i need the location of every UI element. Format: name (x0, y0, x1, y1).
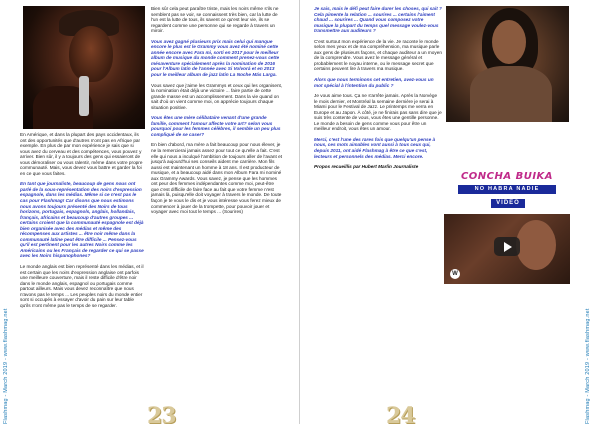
warner-logo-icon: W (450, 269, 460, 279)
play-icon[interactable] (494, 237, 520, 256)
question-paragraph: En tant que journaliste, beaucoup de gens nous ont parlé de la sous-représentation des noirs d'expression espagnole, dans les médias. Même si ce n'est pas le cas pour Flashmag! Car disons que nous estimons nous avons toujours présenté des Noirs de tous horizons, portugais, espagnols, anglais, hollandais, français, africains et beaucoup d'autres groupes ... certains croient que la communauté espagnole est déjà bien organisée avec des médias et même des récompenses aux artistes ... être noir même dans la communauté latine peut être difficile ... Pensez-vous qu'il est pertinent pour les autres Noirs comme les Américains ou les Français de regarder ce qui se passe avec les Noirs hispanophones? (20, 181, 144, 259)
side-label-left: Flashmag - March 2019 - www.flashmag.net (3, 308, 9, 424)
question-paragraph: Vous avez gagné plusieurs prix mais celui qui manque encore le plus est le Grammy vous avez été nominé cette année encore avec Fara mi, sorti en 2017 pour le meilleur album de musique du monde comment prenez-vous cette mésaventure spécialement après la nomination de 2016 pour l'Album latin de l'année avec Si Volvorá et en 2013 pour le meilleur album de jazz latin La Noche Más Larga. (151, 38, 280, 78)
video-player[interactable] (444, 214, 570, 284)
answer-paragraph: En bien d'abord, ma mère a fait beaucoup pour nous élever, je ne la remercierai jamais assez pour tout ce qu'elle a fait. C'est elle qui nous a inculqué l'ambition de toujours aller de l'avant et jusqu'à aujourd'hui ses conseils aident me carrière. Mon fils aussi est maintenant un homme à 18 ans. Il est producteur de musique, et a beaucoup aidé dans mon Album Fara mi nominé aux Grammy Awards. Vous savez, je pense que les hommes ont peur des femmes indépendantes comme moi, peut-être que c'est difficile de faire face au fait que votre femme n'est jamais là, puisqu'elle doit voyager à travers le monde. De toute façon je te vous le dis et je vous intéresse vous ferez mieux de commencer à jouer de la trompette, pour pouvoir jouer et voyager avec moi tout le temps ... (Sourires) (151, 142, 283, 215)
video-thumbnail-face (516, 220, 556, 270)
answer-paragraph: Je vous aime tous. Ça ne s'arrête jamais. Après la Norvège le mois dernier, et Montréal la semaine dernière je serai à Miami pour le Festival de Jazz. Le printemps me verra en Europe et au Japon. À côté, je ne finirais pas sans dire que je suis très contente de vous, vous êtes une gentille personne. Le monde a besoin de gens comme vous pour être un meilleur endroit, vous êtes un amour. (314, 93, 442, 132)
page-number-left: 23 (147, 403, 176, 424)
left-column-2 (151, 6, 283, 220)
artist-name: CONCHA BUIKA (460, 171, 554, 182)
microphone-icon (79, 76, 89, 116)
side-label-right: Flashmag - March 2019 - www.flashmag.net (585, 308, 591, 424)
question-paragraph: Merci, c'est l'une des rares fois que quelqu'un pense à nous, ces mots aimables vont aussi à tous ceux qui, depuis 2011, ont aidé Flashmag à être ce que c'est, lecteurs et personnels des médias. Merci encore. (314, 136, 436, 159)
artist-photo-right (446, 6, 569, 122)
right-column-1 (314, 6, 442, 175)
answer-paragraph: Bien sûr cela peut paraître triste, mais les noirs même s'ils ne semblent pas se voir, se connaissent très bien, car la lutte de l'un est la lutte de tous, ils savent ce qu'est leur vie, ils se regardent comme une personne qui se regarde à travers un miroir. (151, 6, 279, 34)
question-paragraph: Alors que nous terminons cet entretien, avez-vous un mot spécial à l'intention du public ? (314, 77, 434, 88)
left-column-1 (20, 132, 144, 313)
photo-body (470, 66, 552, 122)
video-tag: VIDEO (491, 199, 525, 208)
photo-face (492, 20, 526, 64)
question-paragraph: Je sais, mais le défi peut faire durer les choses, qui sait ? Cela pimente la relation ... sourires ... certains l'aiment chaud ... sourires ... Quand vous composez votre musique la plupart du temps quel message voulez-vous transmettre aux auditeurs ? (314, 6, 442, 34)
page-number-right: 24 (386, 403, 415, 424)
answer-paragraph: Vous savez que j'aime les Grammys et ceux qui les organisent, la nomination était déjà une victoire ... faire partie de cette grande masse est un accomplissement. Dans la vie quand on sait d'où on vient comme moi, on apprécie toujours chaque situation positive. (151, 82, 283, 110)
answer-paragraph: Le monde anglais est bien représenté dans les médias, et il est certain que les noirs d'expression anglaise ont parfois une meilleure couverture, mais il reste difficile d'être noir dans le monde anglais, espagnol ou portugais comme partout ailleurs. Mais vous devez reconnaître que nous n'avons pas le temps ... Les peuples noirs du monde entier sont si occupés à essayer d'avoir du pain sur leur table qu'ils n'ont même pas le temps de se regarder. (20, 264, 144, 308)
answer-paragraph: En Amérique, et dans la plupart des pays occidentaux, ils ont des opportunités que d'autres n'ont pas en Afrique par exemple. En plus de par mon expérience je sais que si vous avez du cerveau et des compétences, vous pouvez y arriver. Bien sûr, il y a toujours des gens qui essaieront de vous démoraliser ou vous ralentir, même dans votre propre communauté. Mais, vous devez vous battre et garder la foi en ce que vous faites. (20, 132, 143, 176)
question-paragraph: Vous êtes une mère célibataire venant d'une grande famille, comment l'amour affecte votre art? selon vous pourquoi pour les femmes célèbres, il semble un peu plus compliqué de se caser? (151, 115, 281, 137)
song-title: NO HABRA NADIE (458, 185, 556, 194)
photo-head (69, 26, 113, 82)
answer-paragraph: C'est surtout mon expérience de la vie. Je raconte le monde selon mes yeux et de ma compréhension, ma musique parle aux gens de plusieurs façons, et chaque auditeur a un moyen de la comprendre. Vous avez le message général et probablement le noyau interne, ou le message secret que certains peuvent lire à travers ma musique. (314, 38, 442, 72)
credit-paragraph: Propos recueillis par Hubert Marlin Journaliste (314, 164, 419, 170)
artist-photo-left (23, 6, 145, 129)
